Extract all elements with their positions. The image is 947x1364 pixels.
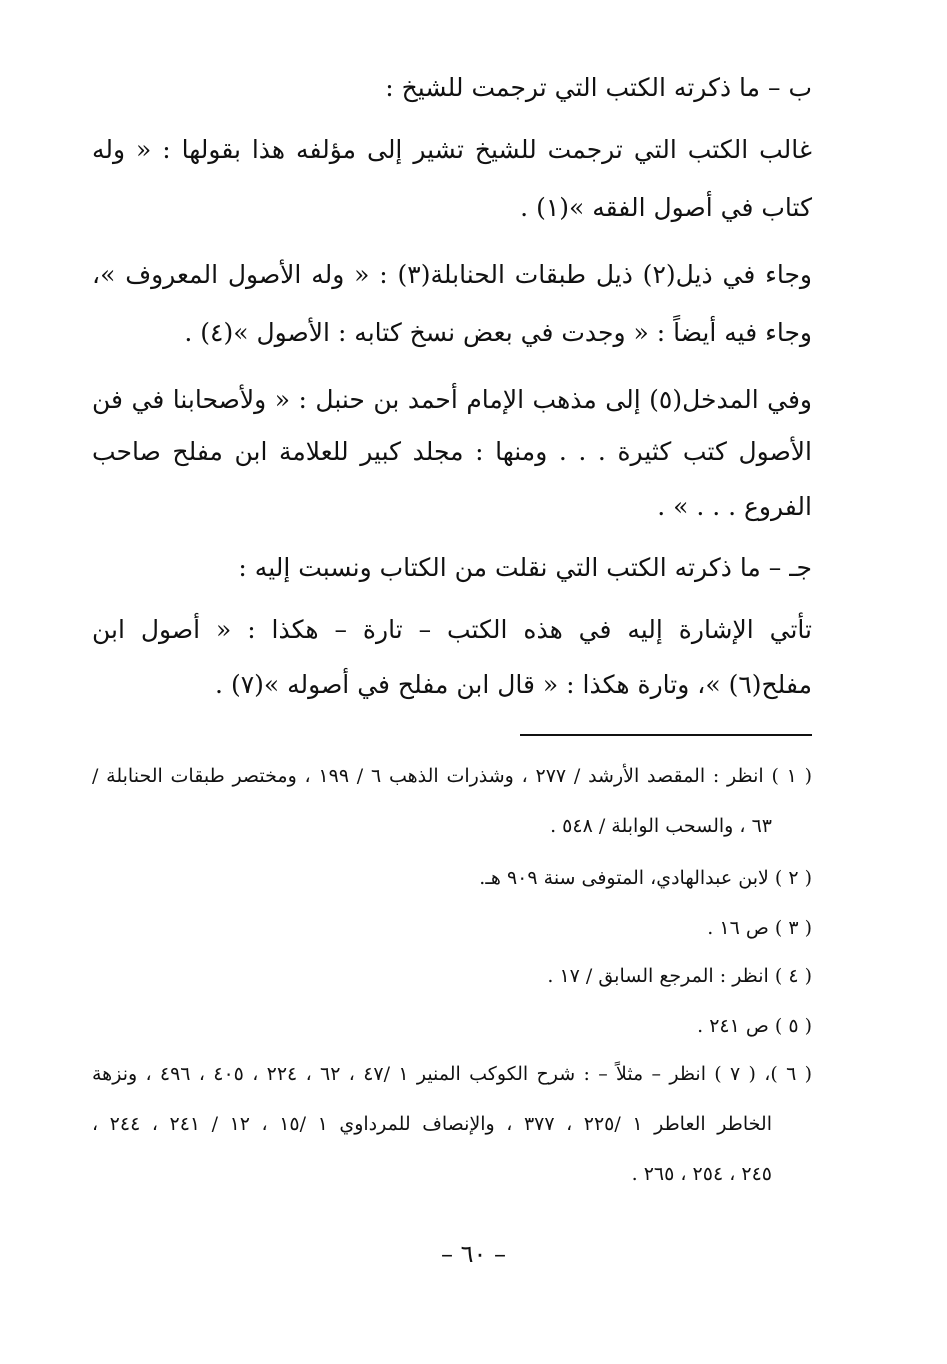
footnote-3: ( ٣ ) ص ١٦ .: [707, 917, 812, 939]
paragraph-3-line-2: الأصول كتب كثيرة . . . ومنها : مجلد كبير للعلامة ابن مفلح صاحب: [92, 437, 812, 466]
paragraph-2-line-1: وجاء في ذيل(٢) ذيل طبقات الحنابلة(٣) : « وله الأصول المعروف »،: [92, 260, 812, 289]
paragraph-3-line-3: الفروع . . . » .: [657, 492, 812, 521]
footnote-4: ( ٤ ) انظر : المرجع السابق / ١٧ .: [547, 965, 812, 987]
page-number: – ٦٠ –: [440, 1240, 507, 1268]
footnote-1-line-2: ٦٣ ، والسحب الوابلة / ٥٤٨ .: [550, 815, 772, 837]
paragraph-1-line-2: كتاب في أصول الفقه »(١) .: [520, 193, 812, 222]
paragraph-1-line-1: غالب الكتب التي ترجمت للشيخ تشير إلى مؤلفه هذا بقولها : « وله: [92, 135, 812, 164]
footnote-6-7-line-2: الخاطر العاطر ١ /٢٢٥ ، ٣٧٧ ، والإنصاف للمرداوي ١ /١٥ ، ١٢ / ٢٤١ ، ٢٤٤ ،: [92, 1113, 772, 1135]
paragraph-4-line-1: تأتي الإشارة إليه في هذه الكتب – تارة – هكذا : « أصول ابن: [92, 615, 812, 644]
footnote-6-7-line-1: ( ٦ )، ( ٧ ) انظر – مثلاً – : شرح الكوكب المنير ١ /٤٧ ، ٦٢ ، ٢٢٤ ، ٤٠٥ ، ٤٩٦ ، ونزهة: [92, 1063, 813, 1085]
section-heading-j: جـ – ما ذكرته الكتب التي نقلت من الكتاب ونسبت إليه :: [238, 553, 812, 582]
paragraph-2-line-2: وجاء فيه أيضاً : « وجدت في بعض نسخ كتابه : الأصول »(٤) .: [184, 318, 812, 347]
section-heading-b: ب – ما ذكرته الكتب التي ترجمت للشيخ :: [385, 73, 812, 102]
footnote-2: ( ٢ ) لابن عبدالهادي، المتوفى سنة ٩٠٩ هـ.: [479, 867, 812, 889]
footnote-1-line-1: ( ١ ) انظر : المقصد الأرشد / ٢٧٧ ، وشذرات الذهب ٦ / ١٩٩ ، ومختصر طبقات الحنابلة /: [92, 765, 813, 787]
footnote-separator: [520, 734, 812, 736]
paragraph-3-line-1: وفي المدخل(٥) إلى مذهب الإمام أحمد بن حنبل : « ولأصحابنا في فن: [92, 385, 812, 414]
footnote-6-7-line-3: ٢٤٥ ، ٢٥٤ ، ٢٦٥ .: [631, 1163, 772, 1185]
paragraph-4-line-2: مفلح(٦) »، وتارة هكذا : « قال ابن مفلح في أصوله »(٧) .: [215, 670, 812, 699]
footnote-5: ( ٥ ) ص ٢٤١ .: [697, 1015, 812, 1037]
